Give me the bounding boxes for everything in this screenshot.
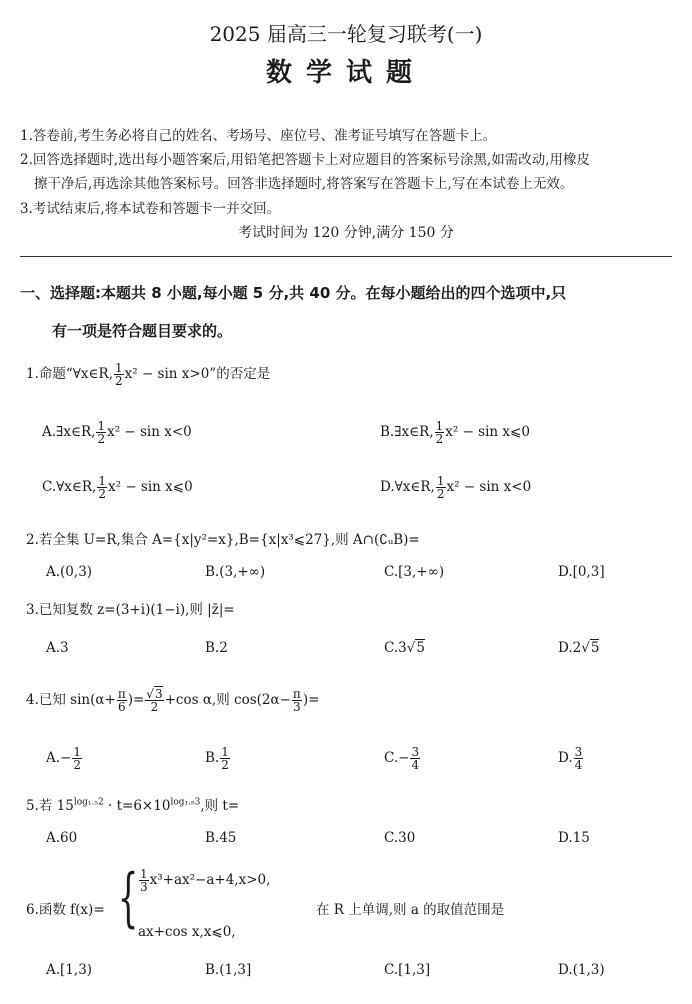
instruction-1: 1.答卷前,考生务必将自己的姓名、考场号、座位号、准考证号填写在答题卡上。 bbox=[20, 128, 497, 144]
q4-option-a[interactable]: A.− $\frac{1}{2}$ bbox=[46, 745, 81, 772]
section-heading-line2: 有一项是符合题目要求的。 bbox=[52, 322, 233, 340]
q4-option-c[interactable]: C.− $\frac{3}{4}$ bbox=[384, 745, 420, 772]
q2-option-b[interactable]: B.(3,+∞) bbox=[205, 564, 266, 580]
q6-option-d[interactable]: D.(1,3) bbox=[558, 962, 605, 978]
q6-brace: { bbox=[118, 861, 139, 935]
instruction-2: 2.回答选择题时,选出每小题答案后,用铅笔把答题卡上对应题目的答案标号涂黑,如需改动,用橡皮 bbox=[20, 152, 591, 168]
q1-option-a[interactable]: A.∃x∈R, $\frac{1}{2}$ x² − sin x<0 bbox=[42, 419, 192, 446]
subject-title: 数学试题 bbox=[265, 58, 426, 88]
q4-option-d[interactable]: D. $\frac{3}{4}$ bbox=[558, 745, 583, 772]
q3-option-b[interactable]: B.2 bbox=[205, 640, 228, 656]
q3-stem: 3.已知复数 z=(3+i)(1−i),则 |z̄|= bbox=[26, 602, 235, 618]
q1-stem: 1.命题“∀x∈R, $\frac{1}{2}$ x² − sin x>0”的否定是 bbox=[26, 361, 271, 388]
instruction-2-cont: 擦干净后,再选涂其他答案标号。回答非选择题时,将答案写在答题卡上,写在本试卷上无效。 bbox=[34, 176, 574, 192]
q2-option-d[interactable]: D.[0,3] bbox=[558, 564, 605, 580]
q6-stem-prefix: 6.函数 f(x)= bbox=[26, 902, 105, 918]
q1-option-c[interactable]: C.∀x∈R, $\frac{1}{2}$ x² − sin x⩽0 bbox=[42, 474, 193, 501]
q2-option-a[interactable]: A.(0,3) bbox=[46, 564, 93, 580]
q5-option-d[interactable]: D.15 bbox=[558, 830, 590, 846]
q6-option-a[interactable]: A.[1,3) bbox=[46, 962, 93, 978]
q3-option-a[interactable]: A.3 bbox=[46, 640, 69, 656]
q6-case-1: $\frac{1}{3}$ x³+ax²−a+4,x>0, bbox=[140, 867, 271, 894]
q1-option-d[interactable]: D.∀x∈R, $\frac{1}{2}$ x² − sin x<0 bbox=[380, 474, 532, 501]
q6-option-c[interactable]: C.[1,3] bbox=[384, 962, 431, 978]
q3-option-c[interactable]: C.3√5 bbox=[384, 640, 425, 656]
q6-case-2: ax+cos x,x⩽0, bbox=[138, 924, 236, 940]
q6-stem-suffix: 在 R 上单调,则 a 的取值范围是 bbox=[316, 902, 505, 918]
q4-option-b[interactable]: B. $\frac{1}{2}$ bbox=[205, 745, 229, 772]
q2-option-c[interactable]: C.[3,+∞) bbox=[384, 564, 445, 580]
q6-option-b[interactable]: B.(1,3] bbox=[205, 962, 252, 978]
q3-option-d[interactable]: D.2√5 bbox=[558, 640, 600, 656]
q5-stem: 5.若 $15^{log_1._52} \cdot t=6\times 10^{log_1._53}$,则 t= bbox=[26, 797, 240, 814]
section-heading-line1: 一、选择题:本题共 8 小题,每小题 5 分,共 40 分。在每小题给出的四个选项中,只 bbox=[20, 284, 567, 302]
q5-option-c[interactable]: C.30 bbox=[384, 830, 416, 846]
exam-title: 2025 届高三一轮复习联考(一) bbox=[209, 22, 483, 46]
q5-option-b[interactable]: B.45 bbox=[205, 830, 237, 846]
q5-option-a[interactable]: A.60 bbox=[46, 830, 78, 846]
divider bbox=[20, 256, 672, 257]
q4-stem: 4.已知 sin(α+ $\frac{\pi}{6}$ )= $\frac{√3}{2}$ +cos α,则 cos(2α− $\frac{\pi}{3}$ )= bbox=[26, 687, 320, 714]
instruction-3: 3.考试结束后,将本试卷和答题卡一并交回。 bbox=[20, 201, 281, 217]
q1-option-b[interactable]: B.∃x∈R, $\frac{1}{2}$ x² − sin x⩽0 bbox=[380, 419, 530, 446]
q2-stem: 2.若全集 U=R,集合 A={x|y²=x},B={x|x³⩽27},则 A∩(∁ᵤB)= bbox=[26, 532, 420, 548]
time-info: 考试时间为 120 分钟,满分 150 分 bbox=[238, 225, 454, 241]
